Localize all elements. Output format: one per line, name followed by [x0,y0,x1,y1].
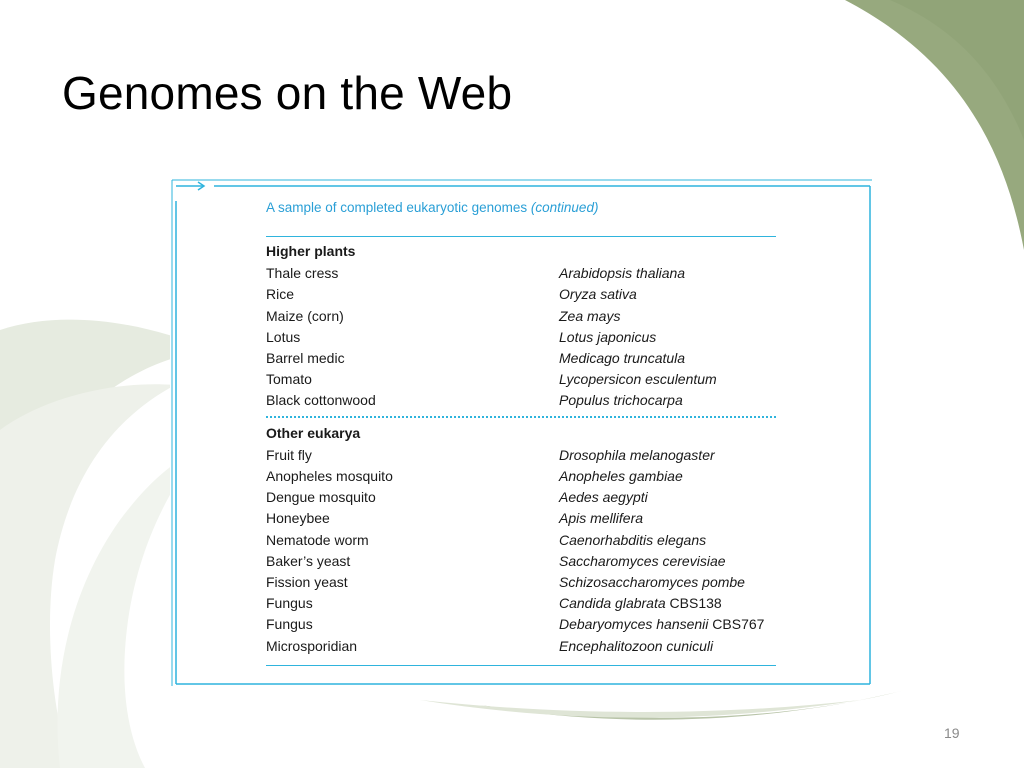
scientific-name: Lotus japonicus [559,328,657,345]
table-caption-main: A sample of completed eukaryotic genomes [266,200,531,215]
genome-table-figure [170,179,872,686]
scientific-name: Anopheles gambiae [559,468,683,484]
scientific-name-cell [559,488,648,506]
slide-title: Genomes on the Web [62,67,513,119]
rule-top [266,236,776,237]
scientific-name-cell [559,509,643,527]
scientific-name-cell [559,370,717,388]
common-name-cell: Anopheles mosquito [266,468,393,484]
scientific-name: Saccharomyces cerevisiae [559,552,726,569]
scientific-name-cell [559,552,726,570]
scientific-name-cell [559,349,685,367]
scientific-name: Oryza sativa [559,286,637,303]
common-name-cell: Rice [266,286,295,303]
common-name-cell: Black cottonwood [266,392,376,409]
scientific-name-cell [559,285,637,303]
scientific-name-cell [559,594,722,612]
common-name-cell: Nematode worm [266,531,369,548]
scientific-name-cell [559,637,713,655]
section-heading: Other eukarya [266,424,361,441]
scientific-name: Encephalitozoon cuniculi [559,637,714,654]
common-name-cell: Fungus [266,595,313,612]
section-heading: Higher plants [266,243,356,259]
common-name-cell: Fission yeast [266,574,348,590]
table-caption [266,200,598,215]
scientific-name: Arabidopsis thaliana [559,265,686,282]
common-name-cell: Thale cress [266,265,339,282]
scientific-name-cell [559,391,683,409]
scientific-name-cell [559,467,683,485]
common-name-cell: Fungus [266,616,313,633]
scientific-name: Candida glabrata [559,595,666,612]
table-caption-note: (continued) [530,200,599,215]
scientific-name-cell [559,615,764,633]
scientific-name: Aedes aegypti [559,489,648,506]
common-name-cell: Barrel medic [266,350,345,366]
scientific-name-cell [559,573,745,591]
scientific-name: Drosophila melanogaster [559,446,715,463]
common-name-cell: Honeybee [266,510,330,527]
scientific-name: Zea mays [559,307,621,324]
scientific-name: Caenorhabditis elegans [559,531,707,548]
scientific-name: Populus trichocarpa [559,392,683,409]
common-name-cell: Tomato [266,371,312,388]
strain-label: CBS767 [708,616,765,633]
scientific-name: Apis mellifera [559,510,644,527]
section-divider [266,416,776,418]
common-name-cell: Maize (corn) [266,307,344,324]
common-name-cell: Dengue mosquito [266,489,376,506]
scientific-name-cell [559,531,706,549]
scientific-name-cell [559,328,656,346]
common-name-cell: Fruit fly [266,446,312,463]
common-name-cell: Baker’s yeast [266,552,351,569]
rule-bottom [266,665,776,666]
scientific-name: Schizosaccharomyces pombe [559,574,745,590]
common-name-cell: Lotus [266,328,301,345]
scientific-name: Medicago truncatula [559,350,686,366]
page-number: 19 [944,725,960,741]
scientific-name-cell [559,446,715,464]
scientific-name: Lycopersicon esculentum [559,371,717,388]
strain-label: CBS138 [665,595,722,612]
scientific-name-cell [559,307,620,325]
common-name-cell: Microsporidian [266,637,358,654]
scientific-name: Debaryomyces hansenii [559,616,709,633]
scientific-name-cell [559,264,685,282]
